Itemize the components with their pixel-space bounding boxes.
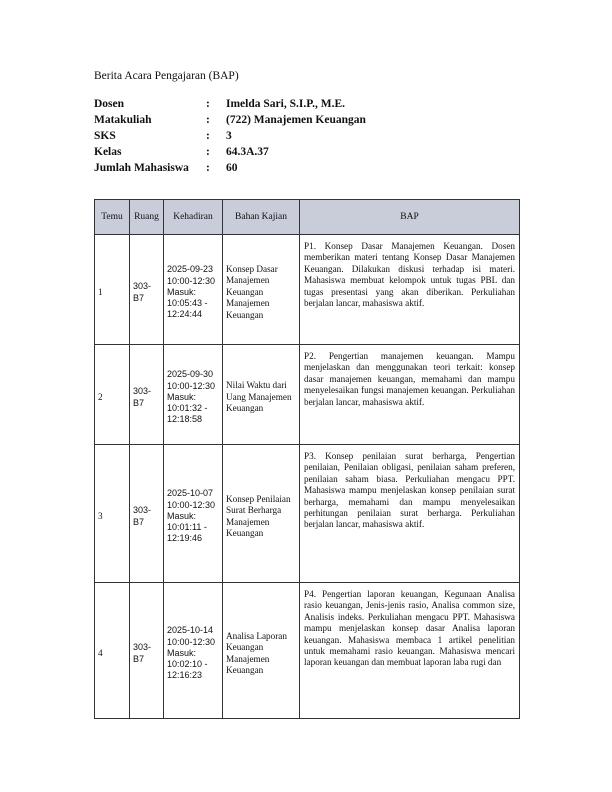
course-info xyxy=(94,98,366,178)
header-temu: Temu xyxy=(95,200,130,235)
header-bap: BAP xyxy=(300,200,520,235)
info-row-matakuliah xyxy=(94,114,366,130)
info-label: SKS xyxy=(94,130,116,142)
cell-ruang: 303-B7 xyxy=(130,345,164,445)
info-colon: : xyxy=(206,130,210,142)
cell-bahan-kajian: Konsep Penilaian Surat Berharga Manajemen Keuangan xyxy=(223,445,300,583)
header-bahan-kajian: Bahan Kajian xyxy=(223,200,300,235)
info-row-dosen xyxy=(94,98,366,114)
cell-temu: 4 xyxy=(95,583,130,719)
cell-kehadiran: 2025-09-23 10:00-12:30 Masuk: 10:05:43 - 12:24:44 xyxy=(164,235,223,345)
info-label: Matakuliah xyxy=(94,114,152,126)
info-label: Dosen xyxy=(94,98,125,110)
cell-bap: P1. Konsep Dasar Manajemen Keuangan. Dosen memberikan materi tentang Konsep Dasar Manajemen Keuangan. Dilakukan diskusi terhadap isi materi. Mahasiswa membuat kelompok untuk tugas PBL dan tugas presentasi yang akan diberikan. Perkuliahan berjalan lancar, mahasiswa aktif. xyxy=(300,235,520,345)
table-row xyxy=(95,345,520,445)
cell-kehadiran: 2025-10-14 10:00-12:30 Masuk: 10:02:10 - 12:16:23 xyxy=(164,583,223,719)
info-label: Jumlah Mahasiswa xyxy=(94,162,189,174)
table-row xyxy=(95,583,520,719)
table-row xyxy=(95,235,520,345)
info-value: (722) Manajemen Keuangan xyxy=(226,114,366,126)
cell-bap: P4. Pengertian laporan keuangan, Kegunaan Analisa rasio keuangan, Jenis-jenis rasio, Analisa common size, Analisis indeks. Perkuliahan mengacu PPT. Mahasiswa mampu menjelaskan konsep dasar Analisa laporan keuangan. Mahasiswa membaca 1 artikel penelitian untuk memahami rasio keuangan. Mahasiswa mencari laporan keuangan dan membuat laporan laba rugi dan xyxy=(300,583,520,719)
cell-bap: P3. Konsep penilaian surat berharga, Pengertian penilaian, Penilaian obligasi, penilaian saham preferen, penilaian saham biasa. Perkuliahan mengacu PPT. Mahasiswa mampu menjelaskan konsep penilaian surat berharga, memahami dan mampu menyelesaikan perhitungan penilaian surat berharga. Perkuliahan berjalan lancar, mahasiswa aktif. xyxy=(300,445,520,583)
info-label: Kelas xyxy=(94,146,122,158)
cell-temu: 1 xyxy=(95,235,130,345)
info-value: Imelda Sari, S.I.P., M.E. xyxy=(226,98,346,110)
info-colon: : xyxy=(206,162,210,174)
cell-bahan-kajian: Konsep Dasar Manajemen Keuangan Manajemen Keuangan xyxy=(223,235,300,345)
table-header-row xyxy=(95,200,520,235)
cell-kehadiran: 2025-10-07 10:00-12:30 Masuk: 10:01:11 - 12:19:46 xyxy=(164,445,223,583)
cell-ruang: 303-B7 xyxy=(130,445,164,583)
info-value: 60 xyxy=(226,162,238,174)
cell-bap: P2. Pengertian manajemen keuangan. Mampu menjelaskan dan menggunakan teori terkait: konsep dasar manajemen keuangan, memahami dan mampu menyelesaikan fungsi manajemen keuangan. Perkuliahan berjalan lancar, mahasiswa aktif. xyxy=(300,345,520,445)
info-value: 64.3A.37 xyxy=(226,146,269,158)
cell-ruang: 303-B7 xyxy=(130,235,164,345)
info-colon: : xyxy=(206,114,210,126)
cell-kehadiran: 2025-09-30 10:00-12:30 Masuk: 10:01:32 - 12:18:58 xyxy=(164,345,223,445)
info-row-sks xyxy=(94,130,366,146)
cell-bahan-kajian: Nilai Waktu dari Uang Manajemen Keuangan xyxy=(223,345,300,445)
header-kehadiran: Kehadiran xyxy=(164,200,223,235)
cell-temu: 2 xyxy=(95,345,130,445)
info-row-jumlah-mahasiswa xyxy=(94,162,366,178)
bap-table xyxy=(94,199,520,719)
table-row xyxy=(95,445,520,583)
info-colon: : xyxy=(206,146,210,158)
document-title: Berita Acara Pengajaran (BAP) xyxy=(94,70,239,82)
header-ruang: Ruang xyxy=(130,200,164,235)
cell-ruang: 303-B7 xyxy=(130,583,164,719)
cell-temu: 3 xyxy=(95,445,130,583)
info-colon: : xyxy=(206,98,210,110)
info-row-kelas xyxy=(94,146,366,162)
cell-bahan-kajian: Analisa Laporan Keuangan Manajemen Keuangan xyxy=(223,583,300,719)
info-value: 3 xyxy=(226,130,232,142)
